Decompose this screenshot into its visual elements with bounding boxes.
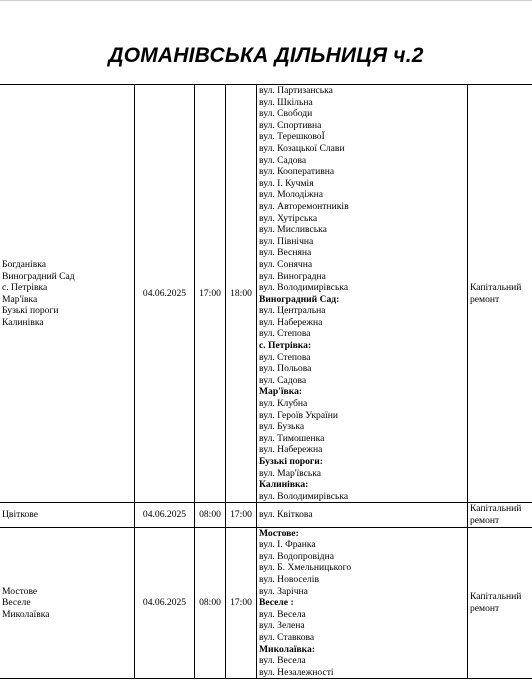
street-name: вул. Партизанська: [259, 85, 333, 96]
table-body: [0, 85, 532, 679]
work-type-cell: Капітальний ремонт: [468, 527, 532, 679]
date-cell: 04.06.2025: [135, 85, 195, 503]
work-type-cell: Капітальний ремонт: [468, 85, 532, 503]
street-name: вул. Зелена: [259, 620, 305, 632]
settlement-subheading: Мар'ївка:: [259, 386, 303, 398]
street-name: вул. Весела: [259, 655, 306, 667]
start-time-cell: 17:00: [195, 85, 226, 503]
settlement-name: Цвіткове: [2, 509, 39, 521]
settlement-name: Миколаївка: [2, 608, 50, 620]
street-name: вул. Мар'ївська: [259, 467, 322, 479]
street-name: вул. Клубна: [259, 398, 308, 410]
street-name: вул. Сонячна: [259, 258, 313, 270]
settlement-name: Калинівка: [2, 316, 44, 328]
street-name: вул. Героїв України: [259, 409, 339, 421]
street-name: вул. Зарічна: [259, 585, 308, 597]
settlements-cell: [0, 503, 135, 527]
street-name: вул. Тимошенка: [259, 432, 325, 444]
street-name: вул. Володимирівська: [259, 490, 349, 502]
settlement-subheading: с. Петрівка:: [259, 340, 312, 352]
street-name: вул. Шкільна: [259, 96, 313, 108]
end-time-cell: 17:00: [226, 503, 257, 527]
street-name: вул. Володимирівська: [259, 282, 349, 294]
street-name: вул. Набережна: [259, 316, 323, 328]
streets-cell: [257, 527, 468, 679]
page-title: ДОМАНІВСЬКА ДІЛЬНИЦЯ ч.2: [108, 44, 424, 67]
end-time-cell: 17:00: [226, 527, 257, 679]
settlement-subheading: Мостове:: [259, 527, 299, 539]
settlement-name: Веселе: [2, 597, 31, 609]
street-name: вул. Молодіжна: [259, 189, 323, 201]
settlement-name: Мостове: [2, 585, 38, 597]
street-name: вул. Весела: [259, 608, 306, 620]
street-name: вул. Виноградна: [259, 270, 326, 282]
street-name: вул. Кооперативна: [259, 166, 335, 178]
street-name: вул. Авторемонтників: [259, 200, 349, 212]
settlement-name: Богданівка: [2, 258, 47, 270]
settlement-subheading: Виноградний Сад:: [259, 293, 340, 305]
page-top-border: [0, 0, 532, 1]
street-name: вул. Хутірська: [259, 212, 318, 224]
street-name: вул. Садова: [259, 374, 307, 386]
street-name: вул. Бузька: [259, 421, 305, 433]
settlements-cell: [0, 527, 135, 679]
street-name: вул. Центральна: [259, 305, 326, 317]
outage-schedule-table: [0, 84, 532, 679]
settlement-subheading: Миколаївка:: [259, 643, 316, 655]
table-row: [0, 503, 532, 527]
settlement-subheading: Бузькі пороги:: [259, 456, 323, 467]
settlement-subheading: Калинівка:: [259, 479, 309, 491]
streets-cell: [257, 503, 468, 527]
street-name: вул. Свободи: [259, 108, 313, 120]
settlement-name: Мар'ївка: [2, 293, 38, 305]
work-type-cell: Капітальний ремонт: [468, 503, 532, 527]
street-name: вул. Козацької Слави: [259, 142, 345, 154]
street-name: вул. Ставкова: [259, 631, 315, 643]
end-time-cell: 18:00: [226, 85, 257, 503]
street-name: вул. Набережна: [259, 444, 323, 456]
street-name: вул. Весняна: [259, 247, 312, 259]
settlements-cell: [0, 85, 135, 503]
street-name: вул. Спортивна: [259, 119, 322, 131]
street-name: вул. Незалежності: [259, 666, 334, 678]
settlement-name: Бузькі пороги: [2, 305, 59, 317]
settlement-name: с. Петрівка: [2, 282, 48, 294]
street-name: вул. Степова: [259, 328, 311, 340]
street-name: вул. Степова: [259, 351, 311, 363]
table-row: [0, 527, 532, 679]
street-name: вул. Садова: [259, 154, 307, 166]
street-name: вул. І. Кучмія: [259, 177, 314, 189]
street-name: вул. І. Франка: [259, 539, 316, 551]
start-time-cell: 08:00: [195, 503, 226, 527]
street-name: вул. Північна: [259, 235, 314, 247]
date-cell: 04.06.2025: [135, 503, 195, 527]
street-name: вул. Б. Хмельницького: [259, 562, 352, 574]
street-name: вул. Водопровідна: [259, 550, 334, 562]
settlement-name: Виноградний Сад: [2, 270, 75, 282]
street-name: вул. Польова: [259, 363, 312, 375]
street-name: вул. Квіткова: [259, 509, 313, 521]
street-name: вул. ТерешковоЇ: [259, 131, 325, 143]
date-cell: 04.06.2025: [135, 527, 195, 679]
start-time-cell: 08:00: [195, 527, 226, 679]
street-name: вул. Новоселів: [259, 573, 320, 585]
streets-cell: [257, 85, 468, 503]
street-name: вул. Мисливська: [259, 224, 327, 236]
table-row: [0, 85, 532, 503]
settlement-subheading: Веселе :: [259, 597, 294, 609]
